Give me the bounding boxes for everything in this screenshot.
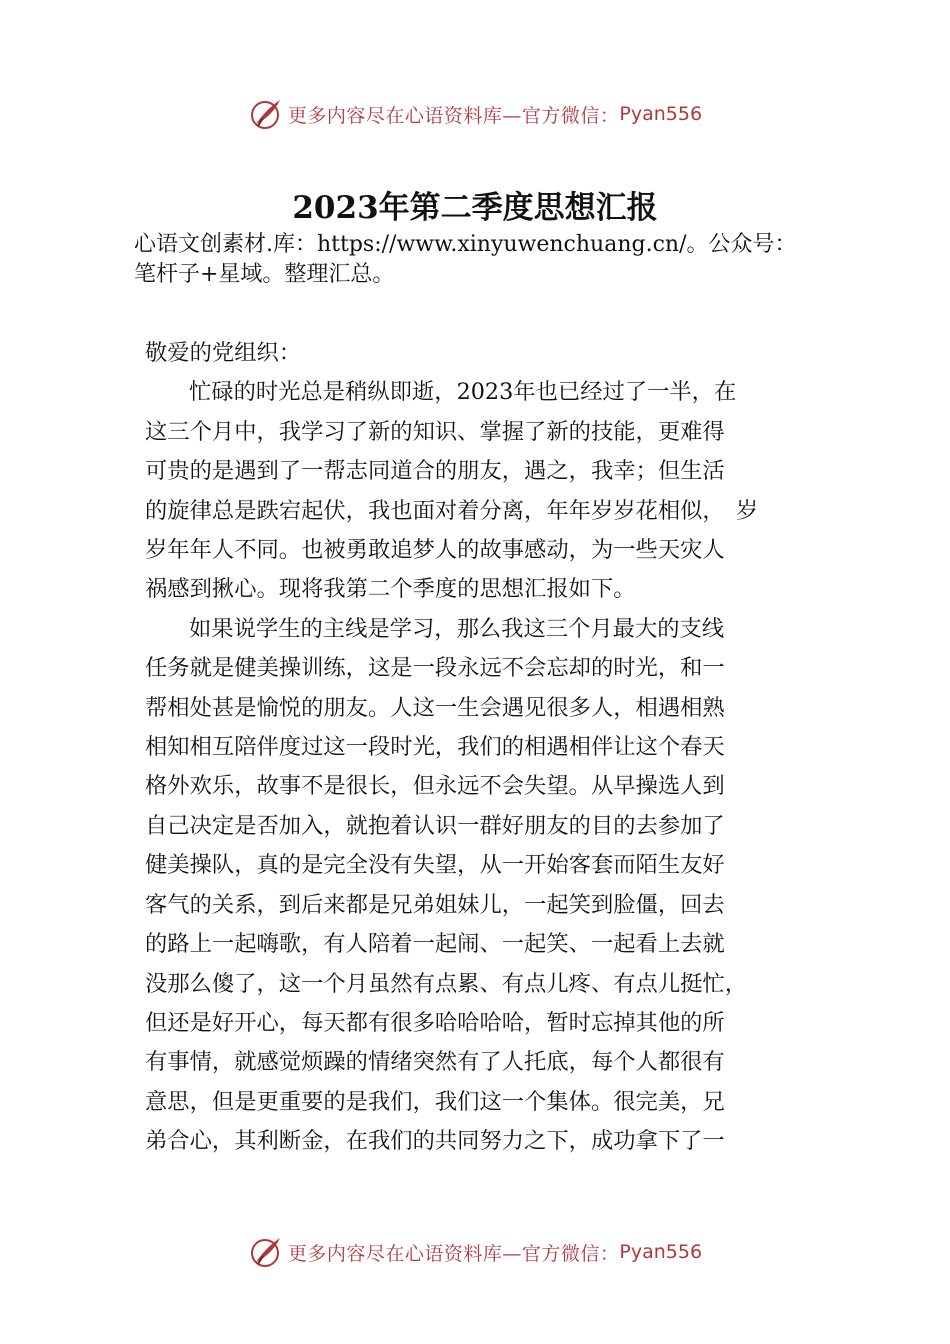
- quill-logo-icon: [248, 1234, 284, 1270]
- source-line: 心语文创素材.库：https://www.xinyuwenchuang.cn/。公众号：: [134, 232, 797, 257]
- document-title: 2023年第二季度思想汇报: [292, 190, 658, 226]
- body-line: 祸感到揪心。现将我第二个季度的思想汇报如下。: [145, 576, 636, 603]
- body-line: 自己决定是否加入，就抱着认识一群好朋友的目的去参加了: [145, 812, 725, 839]
- footer-banner: [0, 1232, 950, 1272]
- banner-text: 更多内容尽在心语资料库—官方微信：: [287, 1242, 620, 1265]
- body-line: 任务就是健美操训练，这是一段永远不会忘却的时光，和一: [145, 655, 725, 682]
- body-line: 的路上一起嗨歌，有人陪着一起闹、一起笑、一起看上去就: [145, 931, 725, 958]
- body-line: 帮相处甚是愉悦的朋友。人这一生会遇见很多人，相遇相熟: [145, 694, 725, 721]
- body-line: 格外欢乐，故事不是很长，但永远不会失望。从早操选人到: [145, 773, 725, 800]
- body-line: 弟合心，其利断金，在我们的共同努力之下，成功拿下了一: [145, 1128, 725, 1155]
- body-line: 但还是好开心，每天都有很多哈哈哈哈，暂时忘掉其他的所: [145, 1009, 725, 1036]
- salutation: 敬爱的党组织：: [145, 340, 302, 366]
- body-line: 如果说学生的主线是学习，那么我这三个月最大的支线: [189, 615, 725, 642]
- body-line: 相知相互陪伴度过这一段时光，我们的相遇相伴让这个春天: [145, 734, 725, 761]
- body-line: 有事情，就感觉烦躁的情绪突然有了人托底，每个人都很有: [145, 1049, 725, 1076]
- body-line: 客气的关系，到后来都是兄弟姐妹儿，一起笑到脸僵，回去: [145, 891, 725, 918]
- quill-logo-icon: [248, 96, 284, 132]
- body-line: 意思，但是更重要的是我们，我们这一个集体。很完美，兄: [145, 1088, 725, 1115]
- body-line: 健美操队，真的是完全没有失望，从一开始客套而陌生友好: [145, 852, 725, 879]
- banner-wechat-id: Pyan556: [619, 1241, 703, 1263]
- banner-wechat-id: Pyan556: [619, 103, 703, 125]
- header-banner: [0, 94, 950, 134]
- body-line: 没那么傻了，这一个月虽然有点累、有点儿疼、有点儿挺忙，: [145, 970, 748, 997]
- source-line: 笔杆子+星域。整理汇总。: [134, 262, 395, 287]
- body-line: 这三个月中，我学习了新的知识、掌握了新的技能，更难得: [145, 418, 725, 445]
- body-line: 岁年年人不同。也被勇敢追梦人的故事感动，为一些天灾人: [145, 537, 725, 564]
- banner-text: 更多内容尽在心语资料库—官方微信：: [287, 104, 620, 127]
- body-line: 的旋律总是跌宕起伏，我也面对着分离，年年岁岁花相似， 岁: [145, 497, 759, 524]
- document-body: [145, 334, 817, 1162]
- body-line: 可贵的是遇到了一帮志同道合的朋友，遇之，我幸；但生活: [145, 458, 725, 485]
- body-line: 忙碌的时光总是稍纵即逝，2023年也已经过了一半，在: [189, 379, 737, 406]
- source-note: [134, 230, 854, 290]
